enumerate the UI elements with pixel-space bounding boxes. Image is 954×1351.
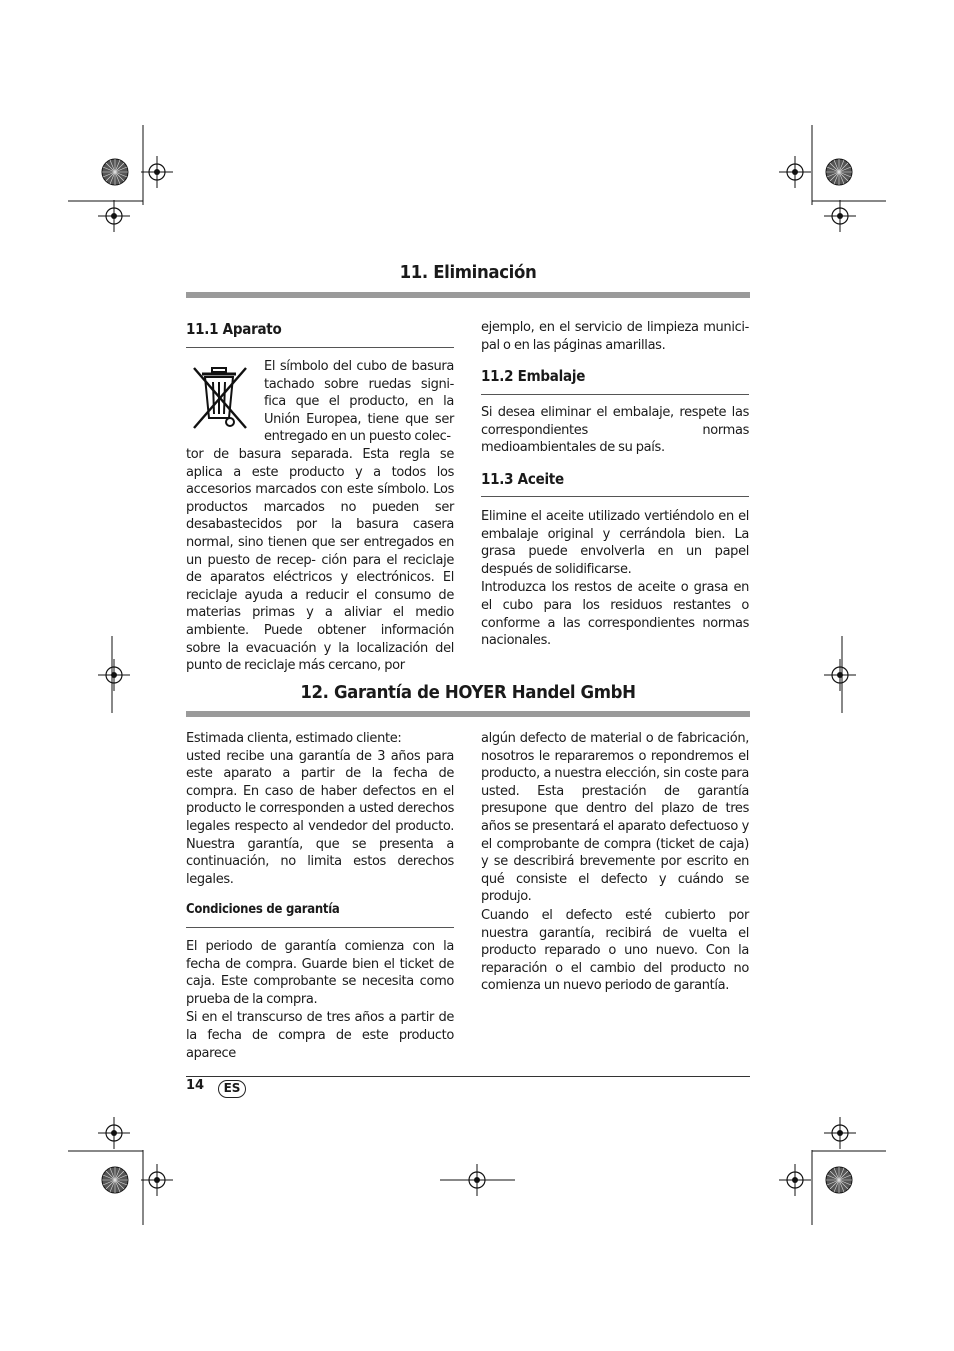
footer-rule — [186, 1076, 750, 1077]
subsection-11-1-rule — [186, 347, 454, 348]
warranty-conditions-heading: Condiciones de garantía — [186, 902, 340, 917]
text-paragraph: ejemplo, en el servicio de limpieza munici- pal o en las páginas amarillas. — [481, 320, 749, 353]
subsection-11-1-text-beside-icon — [264, 358, 454, 446]
text-paragraph: Cuando el defecto esté cubierto por nuestra garantía, recibirá de vuelta el producto reparado o uno nuevo. Con la reparación o el cambio del producto no comienza un nuevo periodo de garantía. — [481, 907, 749, 994]
greeting: Estimada clienta, estimado cliente: — [186, 731, 402, 746]
subsection-11-1-text-full — [186, 446, 454, 675]
section-12-right-column — [481, 730, 749, 995]
subsection-11-3-rule — [481, 496, 749, 497]
text-paragraph: usted recibe una garantía de 3 años para este aparato a partir de la fecha de compra. En caso de haber defectos en el producto le corresponden a usted derechos legales respecto al vendedor del producto. Nuestra garantía, que se presenta a continuación, no limita estos derechos legales. — [186, 748, 454, 887]
text-paragraph: Introduzca los restos de aceite o grasa en el cubo para los residuos restantes o conforme a las correspondientes normas nacionales. — [481, 580, 749, 649]
text-paragraph: El periodo de garantía comienza con la fecha de compra. Guarde bien el ticket de caja. Este comprobante se necesita como prueba de la compra. — [186, 939, 454, 1007]
warranty-conditions-rule — [186, 927, 454, 928]
text-paragraph: Si desea eliminar el embalaje, respete las correspondientes normas medioambientales de su país. — [481, 405, 749, 456]
section-12-title: 12. Garantía de HOYER Handel GmbH — [300, 682, 636, 703]
text-paragraph: El símbolo del cubo de basura tachado sobre ruedas signi- fica que el producto, en la Unión Europea, tiene que ser entregado en un puesto colec- — [264, 359, 454, 445]
page-number: 14 — [186, 1078, 205, 1093]
crossed-out-wheeled-bin-icon — [188, 364, 254, 432]
subsection-11-2-heading: 11.2 Embalaje — [481, 367, 586, 385]
section-12-left-column — [186, 730, 454, 888]
subsection-11-3-text — [481, 508, 749, 650]
section-11-title-bar — [186, 292, 750, 298]
warranty-conditions-text — [186, 938, 454, 1062]
subsection-11-1-text-continued — [481, 319, 749, 354]
language-badge: ES — [218, 1080, 246, 1098]
subsection-11-3-heading: 11.3 Aceite — [481, 470, 564, 488]
section-11-title: 11. Eliminación — [399, 262, 537, 283]
subsection-11-1-heading: 11.1 Aparato — [186, 320, 282, 338]
subsection-11-2-text — [481, 404, 749, 457]
text-paragraph: algún defecto de material o de fabricación, nosotros le repararemos o repondremos el producto, a nuestra elección, sin coste para usted. Esta prestación de garantía presupone que dentro del plazo de tres años se presentará el aparato defectuoso y el comprobante de compra (ticket de caja) y se describirá brevemente por escrito en qué consiste el defecto y cuándo se produjo. — [481, 731, 749, 905]
text-paragraph: tor de basura separada. Esta regla se aplica a este producto y a todos los accesorios marcados con este símbolo. Los productos marcados no pueden ser desabastecidos por la basura casera normal, sino tienen que ser entregados en un puesto de recep- ción para el reciclaje de aparatos eléctricos y electrónicos. El reciclaje ayuda a reducir el consumo de materias primas y a aliviar el medio ambiente. Puede obtener información sobre la evacuación y la localización del punto de reciclaje más cercano, por — [186, 447, 454, 674]
text-paragraph: Elimine el aceite utilizado vertiéndolo en el embalaje original y cerrándola bien. La grasa puede envolverla en un papel después de solidificarse. — [481, 509, 749, 577]
text-paragraph: Si en el transcurso de tres años a partir de la fecha de compra de este producto aparece — [186, 1010, 454, 1061]
section-12-title-bar — [186, 711, 750, 717]
subsection-11-2-rule — [481, 394, 749, 395]
